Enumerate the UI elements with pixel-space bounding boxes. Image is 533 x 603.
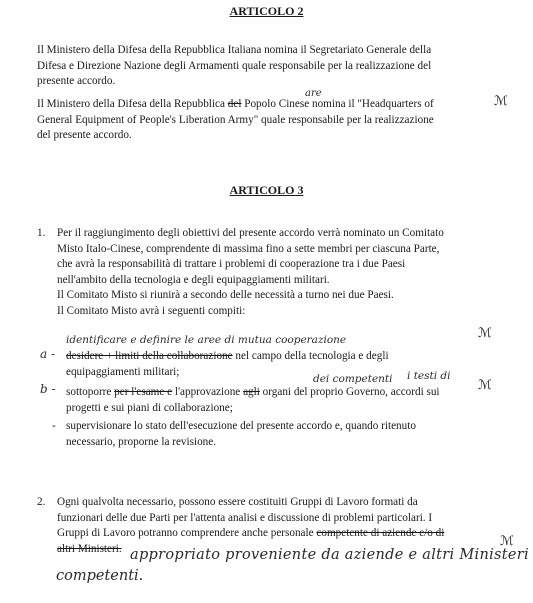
- struck-text: altri Ministeri.: [57, 542, 122, 555]
- text-line: progetti e sui piani di collaborazione;: [66, 401, 233, 414]
- text-line: Il Ministero della Difesa della Repubblica del Popolo Cinese nomina il "Headquarters of: [37, 98, 434, 110]
- handwritten-letter-b: b -: [40, 382, 56, 396]
- text-line: Il Comitato Misto si riunirà a secondo delle necessità a turno nei due Paesi.: [57, 289, 394, 302]
- handwritten-competenti: dei competenti: [313, 373, 393, 385]
- handwritten-testi: i testi di: [407, 370, 451, 382]
- text-line: Il Comitato Misto avrà i seguenti compiti:: [57, 304, 246, 317]
- article-3-heading: ARTICOLO 3: [229, 183, 304, 197]
- text-line: desidere + limiti della collaborazione nel campo della tecnologia e degli: [66, 350, 389, 362]
- item-2-number: 2.: [37, 496, 46, 508]
- bullet-c: [66, 419, 486, 450]
- text-line: necessario, proporne la revisione.: [66, 435, 217, 448]
- text-line: Ogni qualvolta necessario, possono essere costituiti Gruppi di Lavoro formati da: [57, 496, 418, 508]
- margin-mark: ℳ: [500, 534, 514, 549]
- handwritten-insertion: identificare e definire le aree di mutua cooperazione: [66, 334, 347, 346]
- text-line: funzionari delle due Parti per l'attenta analisi e discussione di problemi particolari. I: [57, 511, 433, 524]
- text-line: supervisionare lo stato dell'esecuzione del presente accordo e, quando ritenuto: [66, 420, 416, 432]
- text-line: nell'ambito della tecnologia e degli equipaggiamenti militari.: [57, 273, 330, 286]
- article-2-paragraph-2: [37, 97, 482, 144]
- handwritten-insertion: competenti.: [56, 568, 144, 584]
- text-line: del presente accordo.: [37, 129, 132, 142]
- article-3-item-1: [57, 226, 482, 320]
- text-line: Difesa e Direzione Nazione degli Armamenti quale responsabile per la realizzazione del: [37, 59, 432, 72]
- handwritten-insertion: appropriato proveniente da aziende e altri Ministeri: [130, 547, 529, 563]
- bullet-b: [66, 385, 486, 416]
- text-line: Per il raggiungimento degli obiettivi del presente accordo verrà nominato un Comitato: [57, 227, 444, 239]
- text-line: General Equipment of People's Liberation Army" quale responsabile per la realizzazione: [37, 113, 434, 126]
- struck-text: del: [227, 98, 242, 110]
- struck-text: competente di aziende e/o di: [316, 527, 445, 540]
- article-2-heading: ARTICOLO 2: [229, 4, 304, 18]
- article-2-paragraph-1: [37, 43, 482, 90]
- text-line: Misto Italo-Cinese, comprendente di massima fino a sette membri per ciascuna Parte,: [57, 242, 440, 255]
- text-line: che avrà la responsabilità di trattare i problemi di cooperazione tra i due Paesi: [57, 258, 406, 271]
- text-line: Gruppi di Lavoro potranno comprendere anche personale competente di aziende e/o di: [57, 527, 445, 540]
- text-line: Il Ministero della Difesa della Repubblica Italiana nomina il Segretariato Generale della: [37, 44, 432, 56]
- struck-text: desidere + limiti della collaborazione: [66, 350, 233, 362]
- handwritten-letter-a: a -: [40, 347, 56, 361]
- text-line: equipaggiamenti militari;: [66, 365, 180, 378]
- bullet-dash: -: [52, 420, 56, 432]
- margin-mark: ℳ: [494, 94, 508, 109]
- struck-text: agli: [243, 386, 260, 398]
- text-line: sottoporre per l'esame e l'approvazione agli organi del proprio Governo, accordi sui: [66, 386, 440, 398]
- struck-text: per l'esame e: [114, 386, 173, 398]
- margin-mark: ℳ: [478, 378, 492, 393]
- text-line: presente accordo.: [37, 75, 116, 88]
- item-1-number: 1.: [37, 227, 46, 239]
- margin-mark: ℳ: [478, 326, 492, 341]
- handwritten-are: are: [305, 88, 322, 99]
